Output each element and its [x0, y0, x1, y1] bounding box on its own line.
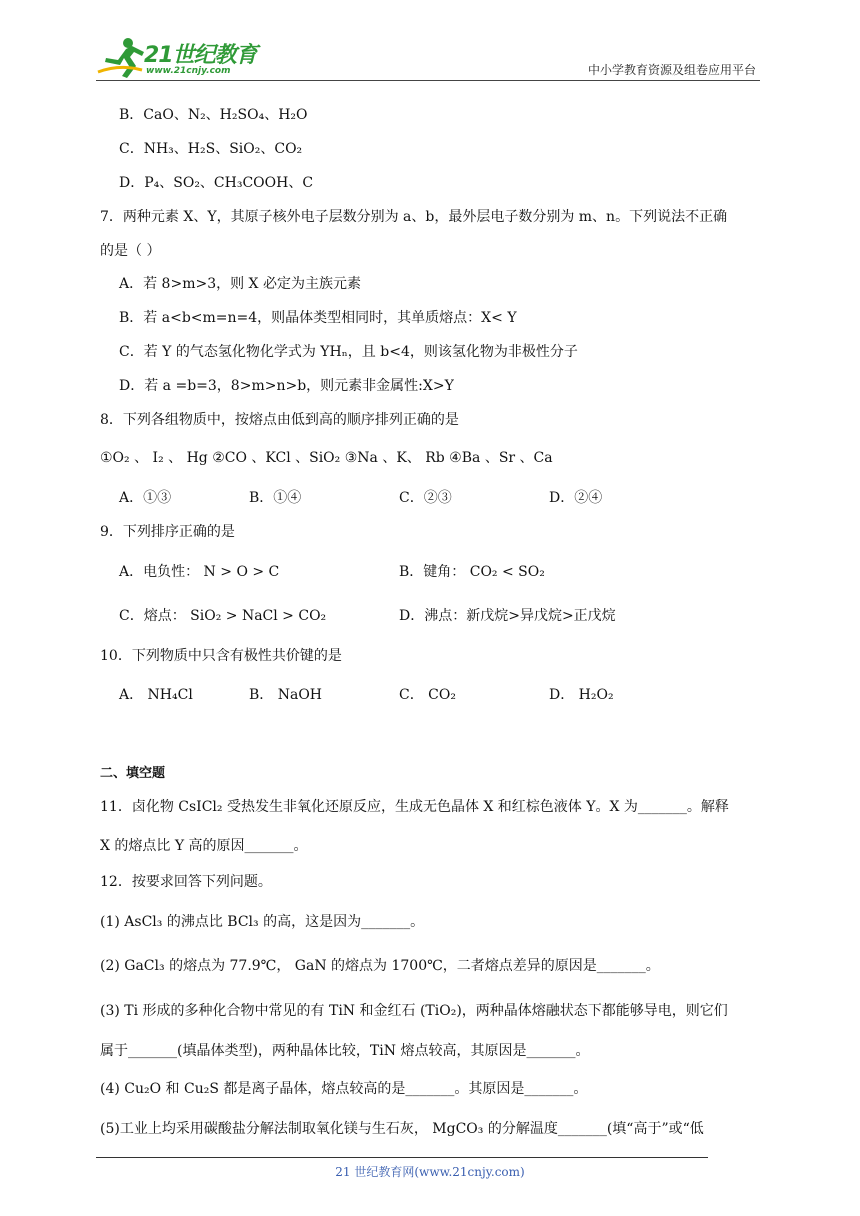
logo-url: www.21cnjy.com	[146, 66, 231, 76]
question-11-stem-cont: X 的熔点比 Y 高的原因_______。	[100, 838, 308, 854]
option-c: C．熔点： SiO₂ > NaCl > CO₂	[119, 608, 327, 624]
option-line: C．若 Y 的气态氢化物化学式为 YHₙ，且 b<4，则该氢化物为非极性分子	[119, 344, 578, 360]
option-a: A． NH₄Cl	[119, 687, 193, 703]
question-7-stem: 7．两种元素 X、Y，其原子核外电子层数分别为 a、b，最外层电子数分别为 m、n。下列说法不正确	[100, 209, 728, 225]
question-9-stem: 9．下列排序正确的是	[100, 524, 235, 540]
subquestion-5: (5)工业上均采用碳酸盐分解法制取氧化镁与生石灰， MgCO₃ 的分解温度_______(填“高于”或“低	[100, 1121, 704, 1137]
question-8-stem: 8．下列各组物质中，按熔点由低到高的顺序排列正确的是	[100, 412, 459, 428]
footer-divider	[96, 1157, 708, 1158]
option-d: D． H₂O₂	[549, 687, 614, 703]
subquestion-3-cont: 属于_______(填晶体类型)，两种晶体比较，TiN 熔点较高，其原因是_______。	[100, 1043, 590, 1059]
site-logo[interactable]	[96, 36, 266, 80]
section-heading: 二、填空题	[100, 766, 166, 781]
subquestion-3: (3) Ti 形成的多种化合物中常见的有 TiN 和金红石 (TiO₂)，两种晶体熔融状态下都能够导电，则它们	[100, 1003, 728, 1019]
option-line: D．P₄、SO₂、CH₃COOH、C	[119, 175, 314, 191]
logo-text: 21世纪教育	[144, 43, 257, 68]
option-d: D．沸点：新戊烷>异戊烷>正戊烷	[399, 608, 616, 624]
option-c: C．②③	[399, 490, 452, 506]
subquestion-2: (2) GaCl₃ 的熔点为 77.9℃， GaN 的熔点为 1700℃，二者熔点差异的原因是_______。	[100, 958, 660, 974]
subquestion-4: (4) Cu₂O 和 Cu₂S 都是离子晶体，熔点较高的是_______。其原因是_______。	[100, 1081, 588, 1097]
subquestion-1: (1) AsCl₃ 的沸点比 BCl₃ 的高，这是因为_______。	[100, 914, 425, 930]
platform-name: 中小学教育资源及组卷应用平台	[587, 63, 756, 77]
option-c: C． CO₂	[399, 687, 456, 703]
question-12-stem: 12．按要求回答下列问题。	[100, 874, 272, 890]
option-line: B．若 a<b<m=n=4，则晶体类型相同时，其单质熔点：X< Y	[119, 310, 517, 326]
question-8-groups: ①O₂ 、 I₂ 、 Hg ②CO 、KCl 、SiO₂ ③Na 、K、 Rb ④Ba 、Sr 、Ca	[100, 450, 553, 466]
option-b: B．①④	[249, 490, 302, 506]
option-d: D．②④	[549, 490, 603, 506]
question-7-stem-cont: 的是（ ）	[100, 243, 161, 259]
page-header	[96, 30, 760, 82]
runner-icon	[96, 36, 146, 80]
option-a: A．电负性： N > O > C	[119, 564, 280, 580]
question-11-stem: 11．卤化物 CsICl₂ 受热发生非氧化还原反应，生成无色晶体 X 和红棕色液体 Y。X 为_______。解释	[100, 799, 729, 815]
option-line: C．NH₃、H₂S、SiO₂、CO₂	[119, 141, 303, 157]
header-divider	[96, 80, 760, 81]
option-b: B．键角： CO₂ < SO₂	[399, 564, 545, 580]
option-line: A．若 8>m>3，则 X 必定为主族元素	[119, 276, 361, 292]
option-b: B． NaOH	[249, 687, 323, 703]
question-10-stem: 10．下列物质中只含有极性共价键的是	[100, 648, 342, 664]
option-a: A．①③	[119, 490, 172, 506]
footer-link[interactable]: 21 世纪教育网(www.21cnjy.com)	[335, 1165, 525, 1179]
option-line: B．CaO、N₂、H₂SO₄、H₂O	[119, 107, 308, 123]
option-line: D．若 a =b=3，8>m>n>b，则元素非金属性:X>Y	[119, 378, 454, 394]
